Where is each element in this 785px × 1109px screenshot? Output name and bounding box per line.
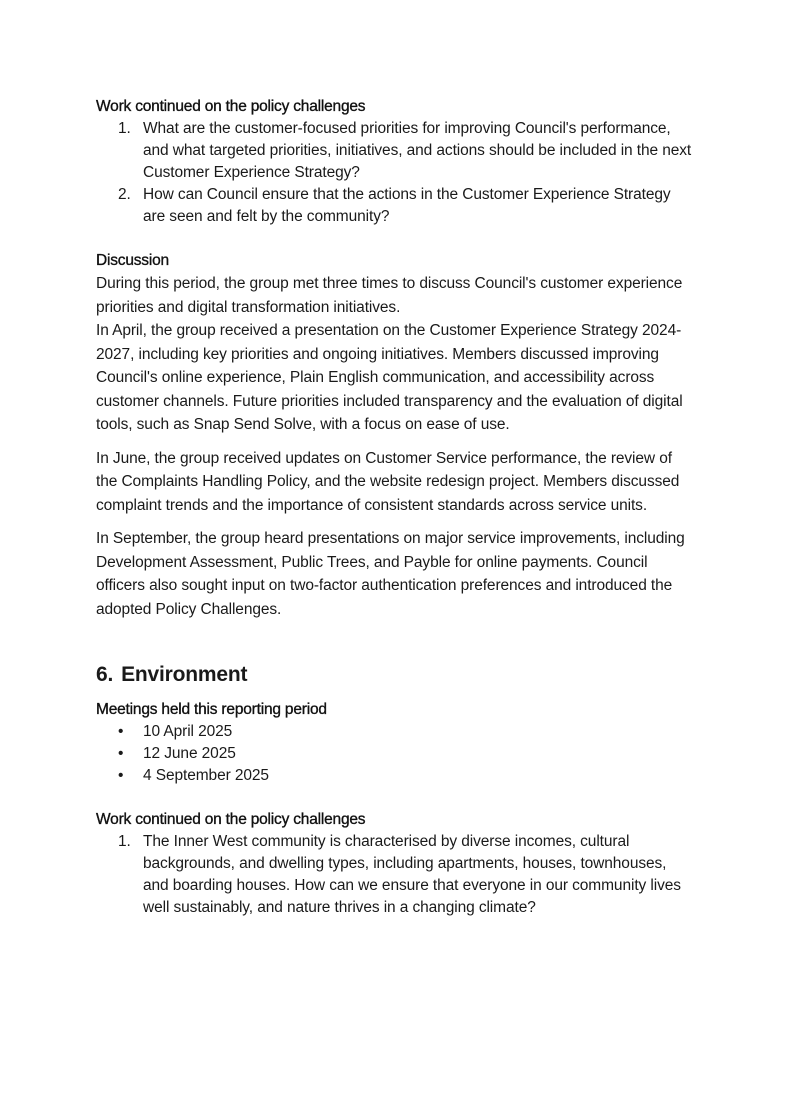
meetings-list — [96, 721, 695, 787]
section-heading-environment — [96, 661, 695, 689]
discussion-paragraph-2: In April, the group received a presentation on the Customer Experience Strategy 2024-2027, including key priorities and ongoing initiatives. Members discussed improving Council's online experience, Plain English communication, and accessibility across customer channels. Future priorities included transparency and the evaluation of digital tools, such as Snap Send Solve, with a focus on ease of use. — [96, 322, 683, 433]
list-item-text: How can Council ensure that the actions in the Customer Experience Strategy are seen and felt by the community? — [143, 186, 671, 225]
list-item — [96, 743, 695, 765]
list-item — [96, 721, 695, 743]
list-item-text: The Inner West community is characterised by diverse incomes, cultural backgrounds, and dwelling types, including apartments, houses, townhouses, and boarding houses. How can we ensure that everyone in our community lives well sustainably, and nature thrives in a changing climate? — [143, 833, 681, 916]
list-number: 1. — [118, 120, 131, 137]
bullet-icon: • — [118, 745, 124, 762]
list-item — [96, 831, 695, 919]
discussion-paragraph-1: During this period, the group met three times to discuss Council's customer experience priorities and digital transformation initiatives. — [96, 275, 683, 316]
list-item-text: What are the customer-focused priorities for improving Council's performance, and what targeted priorities, initiatives, and actions should be included in the next Customer Experience Strategy? — [143, 120, 692, 181]
environment-challenges-list — [96, 831, 695, 919]
list-item — [96, 765, 695, 787]
policy-challenges-list — [96, 118, 695, 228]
list-number: 1. — [118, 833, 131, 850]
meeting-date: 12 June 2025 — [143, 745, 236, 762]
discussion-paragraph-3: In June, the group received updates on Customer Service performance, the review of the Complaints Handling Policy, and the website redesign project. Members discussed complaint trends and the importance of consistent standards across service units. — [96, 449, 680, 514]
discussion-paragraph-4: In September, the group heard presentations on major service improvements, including Development Assessment, Public Trees, and Payble for online payments. Council officers also sought input on two-factor authentication preferences and introduced the adopted Policy Challenges. — [96, 530, 685, 618]
list-item — [96, 118, 695, 184]
bullet-icon: • — [118, 767, 124, 784]
list-number: 2. — [118, 186, 131, 203]
list-item — [96, 184, 695, 228]
policy-challenges-subhead: Work continued on the policy challenges — [96, 98, 366, 115]
meetings-subhead: Meetings held this reporting period — [96, 701, 327, 718]
bullet-icon: • — [118, 723, 124, 740]
environment-challenges-subhead: Work continued on the policy challenges — [96, 811, 366, 828]
section-number: 6. — [96, 663, 114, 686]
discussion-subhead: Discussion — [96, 252, 169, 269]
meeting-date: 10 April 2025 — [143, 723, 233, 740]
section-title: Environment — [121, 663, 248, 686]
meeting-date: 4 September 2025 — [143, 767, 269, 784]
